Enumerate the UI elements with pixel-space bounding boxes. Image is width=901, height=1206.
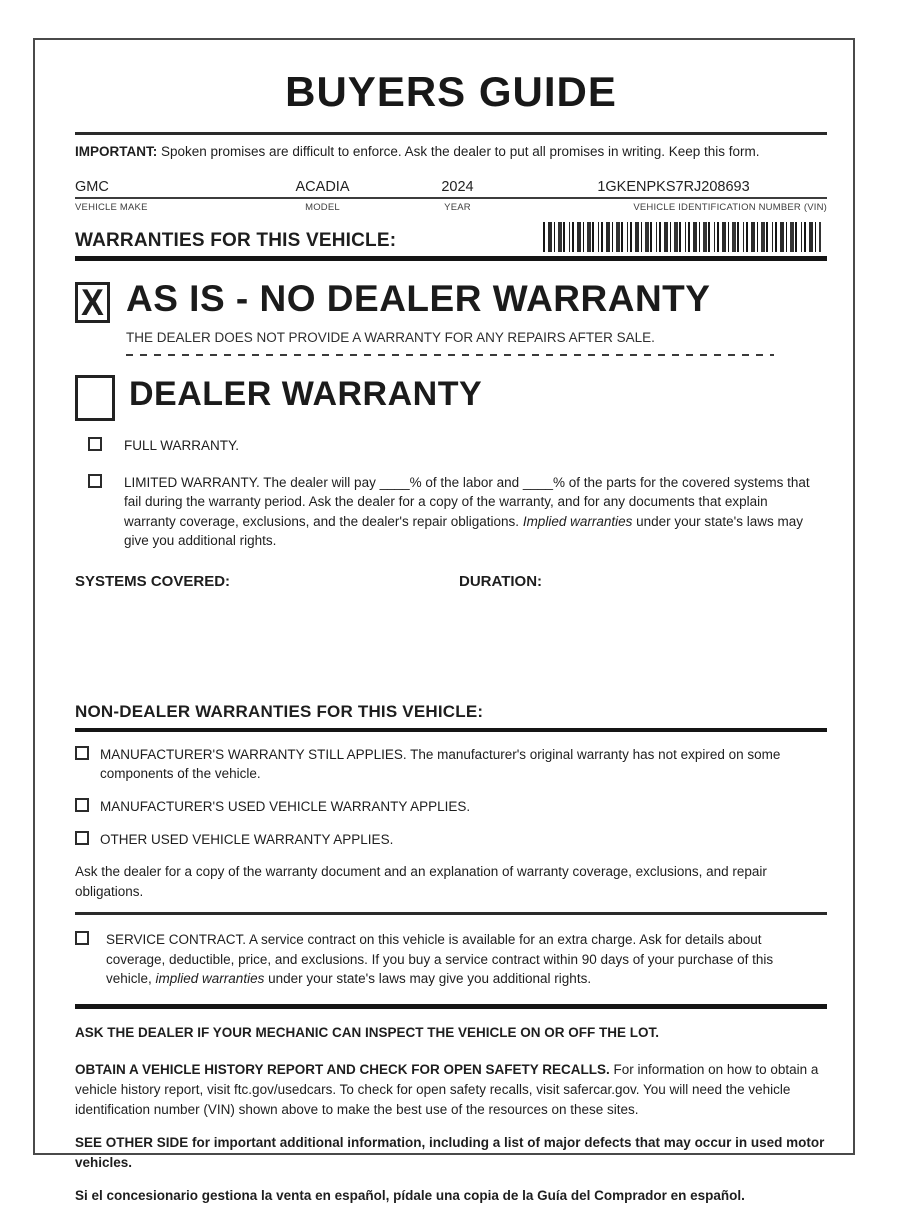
as-is-check-mark: X <box>81 281 104 324</box>
manufacturer-used-warranty-label: MANUFACTURER'S USED VEHICLE WARRANTY APPLIES. <box>100 798 471 814</box>
divider <box>75 728 827 732</box>
systems-covered-label: SYSTEMS COVERED: <box>75 572 231 590</box>
limited-warranty-italic: Implied warranties <box>522 513 633 529</box>
limited-warranty-lead: LIMITED WARRANTY. The dealer will pay ____% of the labor and ____% of the parts for the covered systems that fail during the warranty period. Ask the dealer for a copy of the warranty, and for any documents that explain warranty coverage, exclusions, and the dealer's repair obligations. <box>124 474 810 529</box>
important-text: Spoken promises are difficult to enforce. Ask the dealer to put all promises in writing. Keep this form. <box>157 144 760 159</box>
divider <box>75 256 827 261</box>
limited-warranty-checkbox[interactable] <box>88 474 102 488</box>
warranties-heading: WARRANTIES FOR THIS VEHICLE: <box>75 230 397 251</box>
systems-covered-blank-area <box>75 590 827 702</box>
see-other-side-text: SEE OTHER SIDE for important additional information, including a list of major defects that may occur in used motor vehicles. <box>75 1135 825 1170</box>
dashed-divider <box>126 354 774 356</box>
limited-warranty-tail: under your state's laws may give you additional rights. <box>124 513 804 549</box>
vehicle-year-label: YEAR <box>444 202 471 213</box>
dealer-warranty-title: DEALER WARRANTY <box>129 375 483 413</box>
vin-barcode-image <box>543 222 821 252</box>
service-contract-italic: implied warranties <box>155 971 265 987</box>
vehicle-make-value: GMC <box>75 179 109 195</box>
mechanic-inspection-text: ASK THE DEALER IF YOUR MECHANIC CAN INSPECT THE VEHICLE ON OR OFF THE LOT. <box>75 1024 660 1040</box>
manufacturer-warranty-checkbox[interactable] <box>75 746 89 760</box>
buyers-guide-page <box>33 38 855 1204</box>
divider <box>75 1004 827 1009</box>
other-warranty-row <box>75 830 827 850</box>
vehicle-year-value: 2024 <box>441 179 474 195</box>
service-contract-tail: under your state's laws may give you additional rights. <box>264 971 592 987</box>
vehicle-info-labels <box>75 202 827 213</box>
as-is-section <box>75 280 827 323</box>
service-contract-text <box>106 930 816 989</box>
limited-warranty-text <box>124 473 812 551</box>
vehicle-vin-value: 1GKENPKS7RJ208693 <box>597 179 750 195</box>
important-label: IMPORTANT: <box>75 144 158 159</box>
page-title: BUYERS GUIDE <box>285 68 617 115</box>
history-report-lead: OBTAIN A VEHICLE HISTORY REPORT AND CHECK FOR OPEN SAFETY RECALLS. <box>75 1062 610 1078</box>
service-contract-row <box>75 930 827 989</box>
limited-warranty-row <box>88 473 827 551</box>
non-dealer-note: Ask the dealer for a copy of the warranty document and an explanation of warranty coverage, exclusions, and repair obligations. <box>75 864 767 899</box>
manufacturer-used-warranty-row <box>75 797 827 817</box>
vehicle-model-value: ACADIA <box>295 179 350 195</box>
as-is-title: AS IS - NO DEALER WARRANTY <box>126 278 711 319</box>
service-contract-lead: SERVICE CONTRACT. A service contract on this vehicle is available for an extra charge. Ask for details about coverage, deductible, price, and exclusions. If you buy a service contract within 90 days of your purchase of this vehicle, <box>106 932 774 987</box>
vehicle-make-label: VEHICLE MAKE <box>75 202 148 213</box>
important-notice <box>75 144 827 159</box>
divider <box>75 912 827 915</box>
duration-label: DURATION: <box>459 572 543 590</box>
systems-duration-row <box>75 573 827 590</box>
warranties-header-row <box>75 222 827 252</box>
manufacturer-used-warranty-checkbox[interactable] <box>75 798 89 812</box>
manufacturer-warranty-label: MANUFACTURER'S WARRANTY STILL APPLIES. The manufacturer's original warranty has not expired on some components of the vehicle. <box>100 746 781 782</box>
history-report-text <box>75 1060 827 1119</box>
vehicle-vin-label: VEHICLE IDENTIFICATION NUMBER (VIN) <box>633 202 827 213</box>
full-warranty-label: FULL WARRANTY. <box>124 438 240 453</box>
vehicle-model-label: MODEL <box>305 202 340 213</box>
full-warranty-checkbox[interactable] <box>88 437 102 451</box>
history-report-rest: For information on how to obtain a vehicle history report, visit ftc.gov/usedcars. To check for open safety recalls, visit safercar.gov. You will need the vehicle identification number (VIN) shown above to make the best use of the resources on these sites. <box>75 1062 819 1117</box>
manufacturer-warranty-row <box>75 745 827 784</box>
divider <box>75 132 827 135</box>
dealer-warranty-section <box>75 375 827 421</box>
other-warranty-checkbox[interactable] <box>75 831 89 845</box>
as-is-checkbox[interactable] <box>75 282 110 323</box>
other-warranty-label: OTHER USED VEHICLE WARRANTY APPLIES. <box>100 831 394 847</box>
full-warranty-row <box>88 436 827 456</box>
spanish-notice-text: Si el concesionario gestiona la venta en español, pídale una copia de la Guía del Comprador en español. <box>75 1188 745 1204</box>
dealer-warranty-checkbox[interactable] <box>75 375 115 421</box>
non-dealer-heading: NON-DEALER WARRANTIES FOR THIS VEHICLE: <box>75 701 484 721</box>
vehicle-info-values <box>75 179 827 199</box>
as-is-subtitle: THE DEALER DOES NOT PROVIDE A WARRANTY FOR ANY REPAIRS AFTER SALE. <box>126 330 655 345</box>
service-contract-checkbox[interactable] <box>75 931 89 945</box>
